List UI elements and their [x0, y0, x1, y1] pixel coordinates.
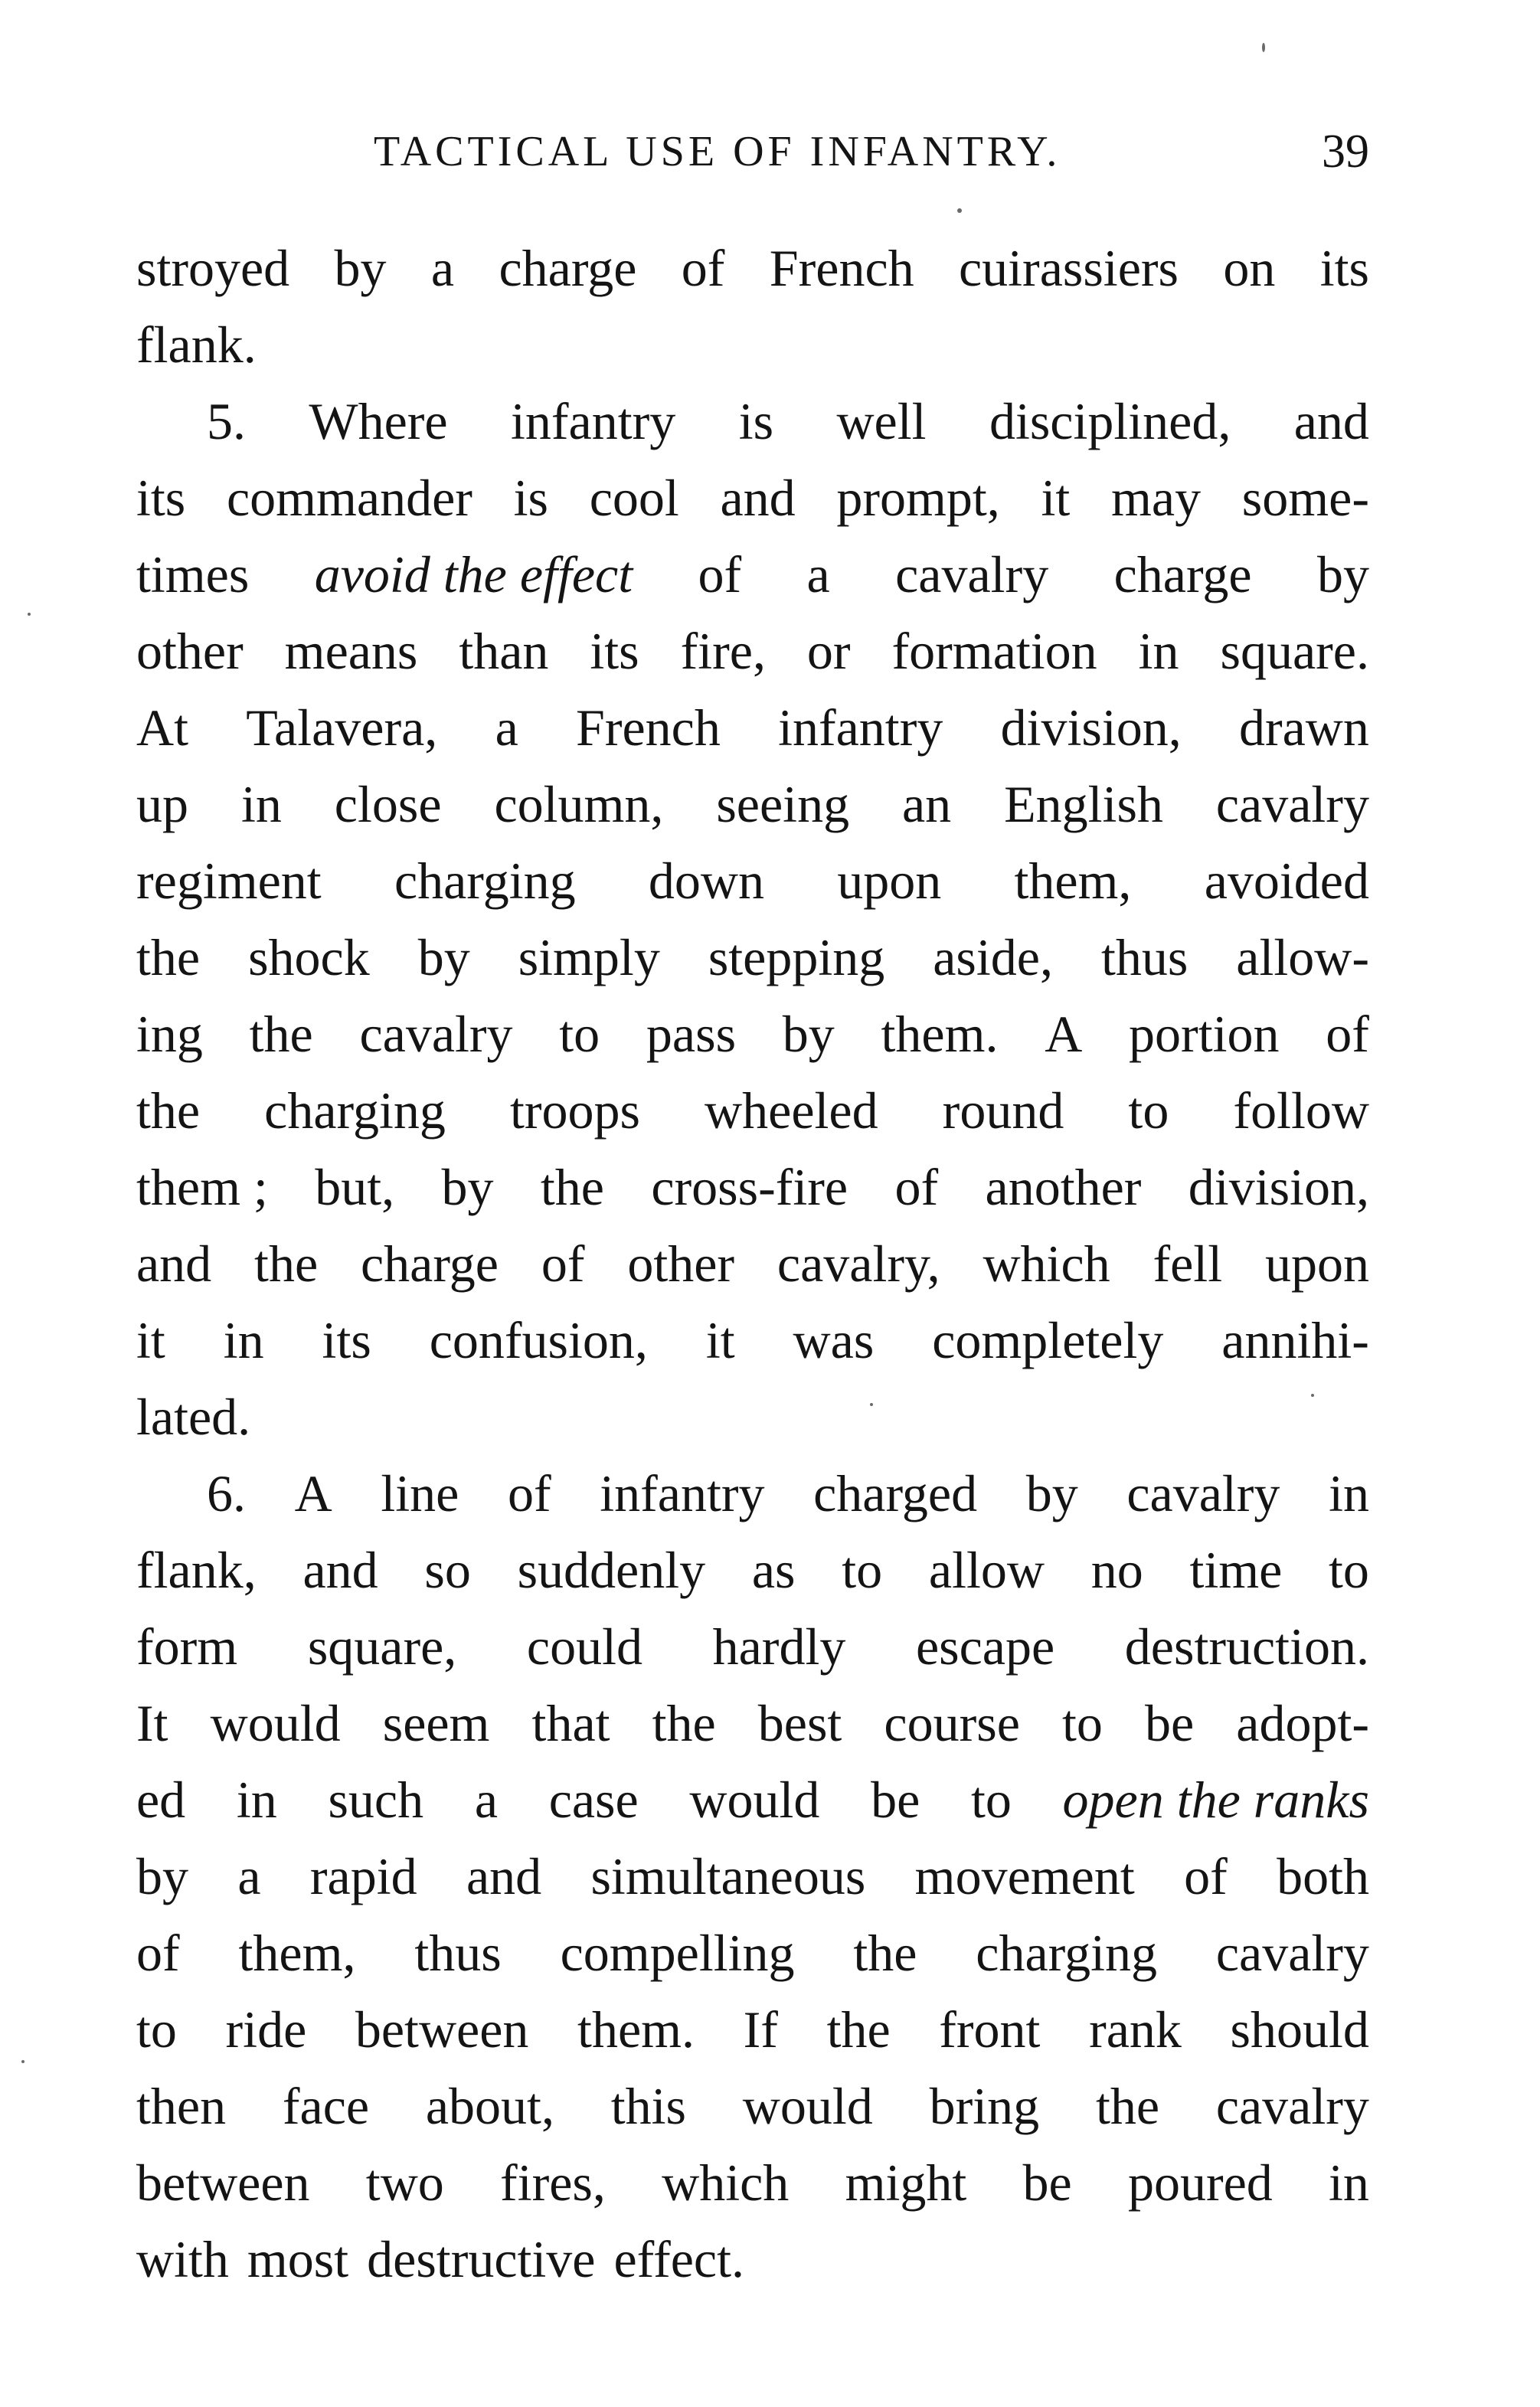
- text-line: [136, 2221, 1369, 2297]
- word: between: [355, 2000, 529, 2059]
- word: up: [136, 775, 188, 833]
- word: some-: [1241, 469, 1369, 527]
- text-line: [136, 766, 1369, 842]
- text-line: [136, 842, 1369, 919]
- word: of: [894, 1158, 939, 1216]
- word: It: [136, 1694, 168, 1752]
- text-line: [136, 613, 1369, 689]
- word: best: [757, 1694, 842, 1752]
- word: its: [322, 1311, 371, 1369]
- word: the: [136, 928, 201, 986]
- word: of: [681, 239, 725, 297]
- word: Where: [309, 392, 448, 450]
- word: of: [507, 1464, 551, 1522]
- word: allow: [928, 1541, 1045, 1599]
- word: cavalry: [1215, 1924, 1369, 1982]
- word: them,: [238, 1924, 356, 1982]
- word: its: [1319, 239, 1369, 297]
- text-line: [136, 1991, 1369, 2068]
- word: so: [424, 1541, 471, 1599]
- word: course: [884, 1694, 1020, 1752]
- word: 5.: [207, 392, 246, 450]
- scan-speck: [1262, 43, 1265, 52]
- word: infantry: [511, 392, 676, 450]
- word: Talavera,: [246, 698, 438, 757]
- word: but,: [315, 1158, 395, 1216]
- word: compelling: [560, 1924, 795, 1982]
- word: ed: [136, 1771, 186, 1829]
- word: of: [1326, 1005, 1369, 1063]
- word: other: [136, 622, 244, 680]
- word: a: [474, 1771, 498, 1829]
- word: aside,: [933, 928, 1053, 986]
- word: it: [136, 1311, 165, 1369]
- word: another: [985, 1158, 1142, 1216]
- word: a: [806, 545, 830, 603]
- word: such: [328, 1771, 424, 1829]
- word: charging: [264, 1081, 446, 1140]
- word: charged: [813, 1464, 978, 1522]
- word: cuirassiers: [958, 239, 1179, 297]
- word: both: [1277, 1847, 1369, 1905]
- word: to: [136, 2000, 177, 2059]
- word: ing: [136, 1005, 203, 1063]
- word: confusion,: [429, 1311, 648, 1369]
- word: in: [1138, 622, 1179, 680]
- word: A: [1045, 1005, 1083, 1063]
- word: to: [842, 1541, 883, 1599]
- word: which: [983, 1235, 1110, 1293]
- word: would: [689, 1771, 820, 1829]
- word: If: [743, 2000, 778, 2059]
- word: in: [1329, 1464, 1369, 1522]
- word: completely: [932, 1311, 1164, 1369]
- word: bring: [929, 2077, 1040, 2135]
- word: and: [1293, 392, 1369, 450]
- text-line: [136, 2068, 1369, 2144]
- word: in: [223, 1311, 264, 1369]
- word: prompt,: [836, 469, 1000, 527]
- word: to: [1062, 1694, 1103, 1752]
- word: fell: [1153, 1235, 1223, 1293]
- word: as: [751, 1541, 796, 1599]
- word: may: [1111, 469, 1202, 527]
- word: upon: [837, 852, 942, 910]
- word: by: [136, 1847, 188, 1905]
- word: by: [417, 928, 470, 986]
- running-head: [136, 121, 1369, 182]
- word: shock: [248, 928, 370, 986]
- word: French: [769, 239, 914, 297]
- word: cavalry,: [777, 1235, 940, 1293]
- word: down: [648, 852, 764, 910]
- word: the: [652, 1694, 716, 1752]
- scan-speck: [870, 1403, 873, 1406]
- text-line: [136, 2144, 1369, 2221]
- scan-speck: [1311, 1394, 1314, 1397]
- text-line: [136, 996, 1369, 1072]
- text-line: [136, 1302, 1369, 1378]
- word: escape: [915, 1617, 1055, 1676]
- word: front: [939, 2000, 1041, 2059]
- word: division,: [1000, 698, 1182, 757]
- word: charge: [360, 1235, 499, 1293]
- word: other: [627, 1235, 735, 1293]
- word: be: [1022, 2154, 1072, 2212]
- word: could: [526, 1617, 642, 1676]
- word: between: [136, 2154, 310, 2212]
- word: simply: [518, 928, 660, 986]
- text-line: [136, 1915, 1369, 1991]
- word: formation: [891, 622, 1097, 680]
- word: should: [1230, 2000, 1369, 2059]
- word: which: [662, 2154, 790, 2212]
- body-text: [136, 230, 1369, 2297]
- word: the: [1095, 2077, 1160, 2135]
- word: infantry: [778, 698, 943, 757]
- word: face: [282, 2077, 370, 2135]
- word: fires,: [500, 2154, 606, 2212]
- word: then: [136, 2077, 227, 2135]
- word: that: [531, 1694, 610, 1752]
- word: to: [1329, 1541, 1369, 1599]
- word: than: [459, 622, 549, 680]
- scan-speck: [957, 208, 962, 213]
- word: of: [1184, 1847, 1228, 1905]
- word: division,: [1188, 1158, 1369, 1216]
- word: movement: [914, 1847, 1135, 1905]
- word: with: [136, 2230, 229, 2288]
- word: no: [1090, 1541, 1143, 1599]
- word: it: [1041, 469, 1071, 527]
- word: it: [705, 1311, 735, 1369]
- word: upon: [1264, 1235, 1369, 1293]
- word: cavalry: [1126, 1464, 1280, 1522]
- word: cavalry: [1215, 2077, 1369, 2135]
- word: charge: [499, 239, 637, 297]
- word: ride: [225, 2000, 307, 2059]
- word: seeing: [716, 775, 850, 833]
- scan-speck: [28, 613, 31, 616]
- word: French: [576, 698, 721, 757]
- text-line: [136, 459, 1369, 536]
- word: would: [742, 2077, 873, 2135]
- word: troops: [509, 1081, 640, 1140]
- word: a: [495, 698, 518, 757]
- word: well: [836, 392, 927, 450]
- word: in: [1329, 2154, 1369, 2212]
- text-line: [136, 1685, 1369, 1761]
- word: thus: [1100, 928, 1189, 986]
- word: effect.: [613, 2230, 744, 2288]
- word: portion: [1129, 1005, 1280, 1063]
- word: destruction.: [1124, 1617, 1369, 1676]
- word: stroyed: [136, 239, 290, 297]
- word: flank.: [136, 316, 257, 374]
- word: disciplined,: [989, 392, 1231, 450]
- word: them ;: [136, 1158, 268, 1216]
- word: close: [334, 775, 442, 833]
- text-line: [136, 1149, 1369, 1225]
- text-line: [136, 383, 1369, 459]
- word: cavalry: [359, 1005, 513, 1063]
- word: is: [513, 469, 548, 527]
- word: was: [793, 1311, 875, 1369]
- word: commander: [226, 469, 472, 527]
- text-line: [136, 1378, 1369, 1455]
- word: line: [381, 1464, 459, 1522]
- word: and: [720, 469, 796, 527]
- word: cool: [589, 469, 679, 527]
- word: and: [302, 1541, 378, 1599]
- word: in: [240, 775, 282, 833]
- emphasis-word: open the ranks: [1062, 1771, 1369, 1829]
- text-line: [136, 1072, 1369, 1149]
- word: thus: [414, 1924, 502, 1982]
- word: by: [1316, 545, 1369, 603]
- word: this: [610, 2077, 686, 2135]
- word: of: [541, 1235, 585, 1293]
- word: the: [254, 1235, 319, 1293]
- word: 6.: [207, 1464, 246, 1522]
- word: by: [1025, 1464, 1078, 1522]
- word: At: [136, 698, 188, 757]
- word: flank,: [136, 1541, 257, 1599]
- word: to: [1128, 1081, 1169, 1140]
- word: infantry: [600, 1464, 765, 1522]
- word: rapid: [309, 1847, 417, 1905]
- word: charging: [976, 1924, 1157, 1982]
- page-number: 39: [1322, 126, 1369, 178]
- text-line: [136, 536, 1369, 613]
- word: follow: [1233, 1081, 1369, 1140]
- word: its: [136, 469, 186, 527]
- word: is: [738, 392, 774, 450]
- word: rank: [1089, 2000, 1182, 2059]
- word: and: [466, 1847, 542, 1905]
- word: them,: [1014, 852, 1132, 910]
- word: stepping: [708, 928, 885, 986]
- word: an: [902, 775, 952, 833]
- word: A: [294, 1464, 332, 1522]
- word: a: [430, 239, 455, 297]
- word: most: [247, 2230, 349, 2288]
- word: two: [365, 2154, 444, 2212]
- text-line: [136, 306, 1369, 383]
- word: in: [236, 1771, 277, 1829]
- word: time: [1189, 1541, 1283, 1599]
- word: be: [1145, 1694, 1195, 1752]
- word: column,: [494, 775, 664, 833]
- word: case: [548, 1771, 639, 1829]
- word: poured: [1127, 2154, 1273, 2212]
- word: by: [782, 1005, 835, 1063]
- word: the: [853, 1924, 917, 1982]
- word: English: [1004, 775, 1163, 833]
- word: them.: [881, 1005, 999, 1063]
- word: by: [334, 239, 387, 297]
- word: would: [210, 1694, 341, 1752]
- word: suddenly: [517, 1541, 706, 1599]
- word: drawn: [1238, 698, 1369, 757]
- word: cavalry: [1215, 775, 1369, 833]
- text-line: [136, 919, 1369, 996]
- word: hardly: [712, 1617, 846, 1676]
- word: be: [871, 1771, 920, 1829]
- word: cavalry: [895, 545, 1049, 603]
- word: of: [136, 1924, 180, 1982]
- word: cross-fire: [651, 1158, 848, 1216]
- word: or: [806, 622, 851, 680]
- text-line: [136, 1225, 1369, 1302]
- word: regiment: [136, 852, 322, 910]
- word: times: [136, 545, 250, 603]
- word: square,: [307, 1617, 457, 1676]
- text-line: [136, 1761, 1369, 1838]
- word: a: [237, 1847, 261, 1905]
- word: annihi-: [1221, 1311, 1369, 1369]
- emphasis-word: avoid the effect: [314, 545, 633, 603]
- text-line: [136, 230, 1369, 306]
- text-line: [136, 1608, 1369, 1685]
- word: adopt-: [1236, 1694, 1369, 1752]
- word: avoided: [1204, 852, 1369, 910]
- word: the: [540, 1158, 604, 1216]
- word: on: [1223, 239, 1276, 297]
- word: seem: [382, 1694, 490, 1752]
- word: round: [942, 1081, 1064, 1140]
- word: square.: [1220, 622, 1369, 680]
- word: charging: [394, 852, 576, 910]
- word: destructive: [367, 2230, 596, 2288]
- word: by: [441, 1158, 494, 1216]
- word: charge: [1113, 545, 1252, 603]
- word: its: [590, 622, 639, 680]
- word: to: [559, 1005, 600, 1063]
- text-line: [136, 1838, 1369, 1915]
- word: fire,: [680, 622, 766, 680]
- running-title: TACTICAL USE OF INFANTRY.: [374, 128, 1061, 175]
- word: pass: [646, 1005, 737, 1063]
- word: the: [136, 1081, 201, 1140]
- word: the: [826, 2000, 891, 2059]
- word: the: [249, 1005, 313, 1063]
- word: simultaneous: [590, 1847, 866, 1905]
- word: and: [136, 1235, 212, 1293]
- word: might: [845, 2154, 967, 2212]
- word: them.: [577, 2000, 695, 2059]
- word: wheeled: [705, 1081, 878, 1140]
- text-line: [136, 689, 1369, 766]
- word: allow-: [1236, 928, 1369, 986]
- text-line: [136, 1532, 1369, 1608]
- word: of: [698, 545, 742, 603]
- word: about,: [425, 2077, 554, 2135]
- text-line: [136, 1455, 1369, 1532]
- scan-speck: [21, 2060, 25, 2063]
- word: to: [970, 1771, 1012, 1829]
- word: lated.: [136, 1388, 251, 1446]
- word: means: [284, 622, 418, 680]
- word: form: [136, 1617, 238, 1676]
